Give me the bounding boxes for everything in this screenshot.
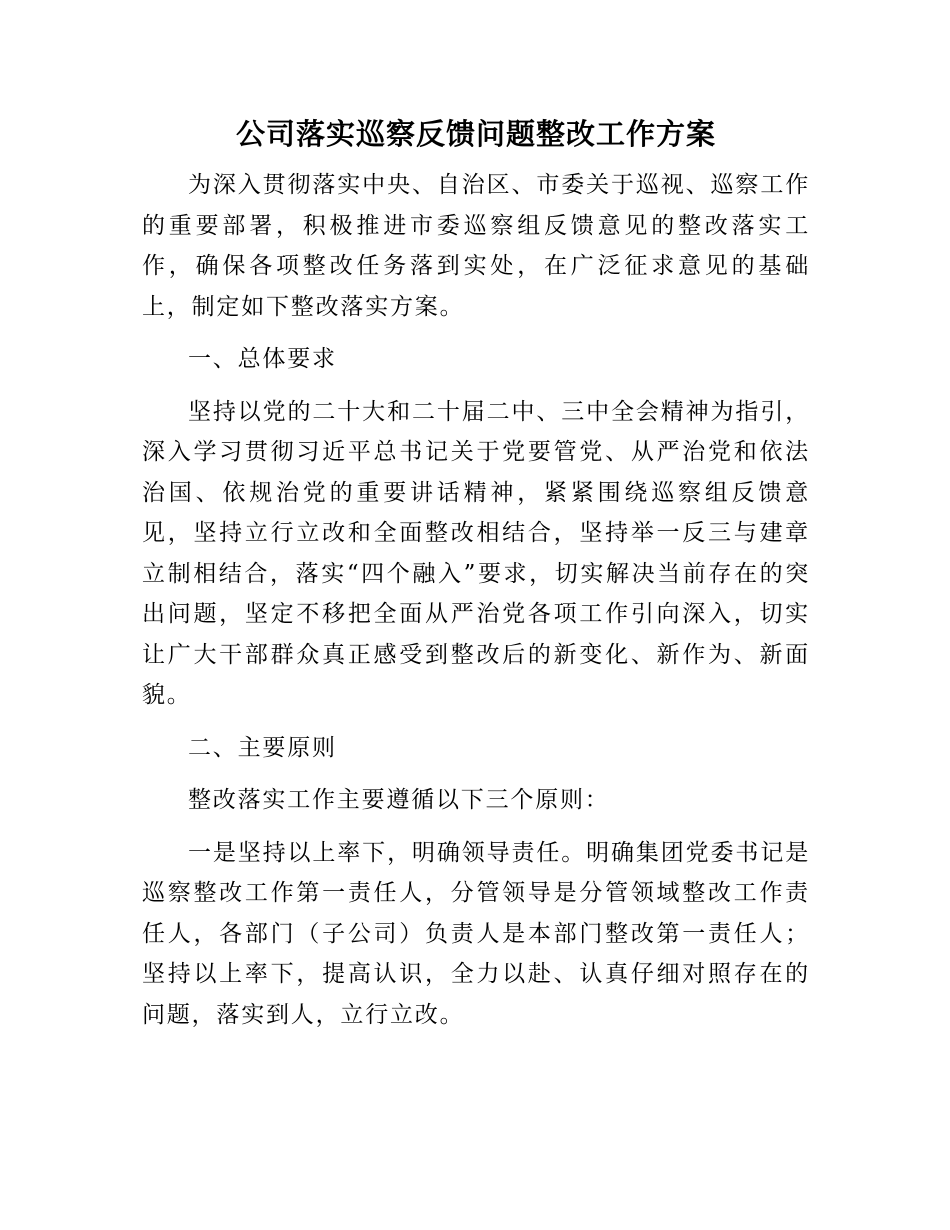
- section-heading-general-requirements: 一、总体要求: [188, 346, 337, 372]
- document-page: [142, 113, 810, 1047]
- general-requirements-paragraph: 坚持以党的二十大和二十届二中、三中全会精神为指引，深入学习贯彻习近平总书记关于党要管党、从严治党和依法治国、依规治党的重要讲话精神，紧紧围绕巡察组反馈意见，坚持立行立改和全面整改相结合，坚持举一反三与建章立制相结合，落实“四个融入”要求，切实解决当前存在的突出问题，坚定不移把全面从严治党各项工作引向深入，切实让广大干部群众真正感受到整改后的新变化、新作为、新面貌。: [142, 398, 810, 708]
- principles-lead-paragraph: 整改落实工作主要遵循以下三个原则：: [188, 787, 610, 813]
- intro-paragraph: 为深入贯彻落实中央、自治区、市委关于巡视、巡察工作的重要部署，积极推进市委巡察组反馈意见的整改落实工作，确保各项整改任务落到实处，在广泛征求意见的基础上，制定如下整改落实方案。: [142, 172, 810, 320]
- section-heading-main-principles: 二、主要原则: [188, 734, 337, 761]
- principle-one-paragraph: 一是坚持以上率下，明确领导责任。明确集团党委书记是巡察整改工作第一责任人，分管领导是分管领域整改工作责任人，各部门（子公司）负责人是本部门整改第一责任人；坚持以上率下，提高认识，全力以赴、认真仔细对照存在的问题，落实到人，立行立改。: [142, 839, 810, 1028]
- document-title: 公司落实巡察反馈问题整改工作方案: [235, 117, 716, 151]
